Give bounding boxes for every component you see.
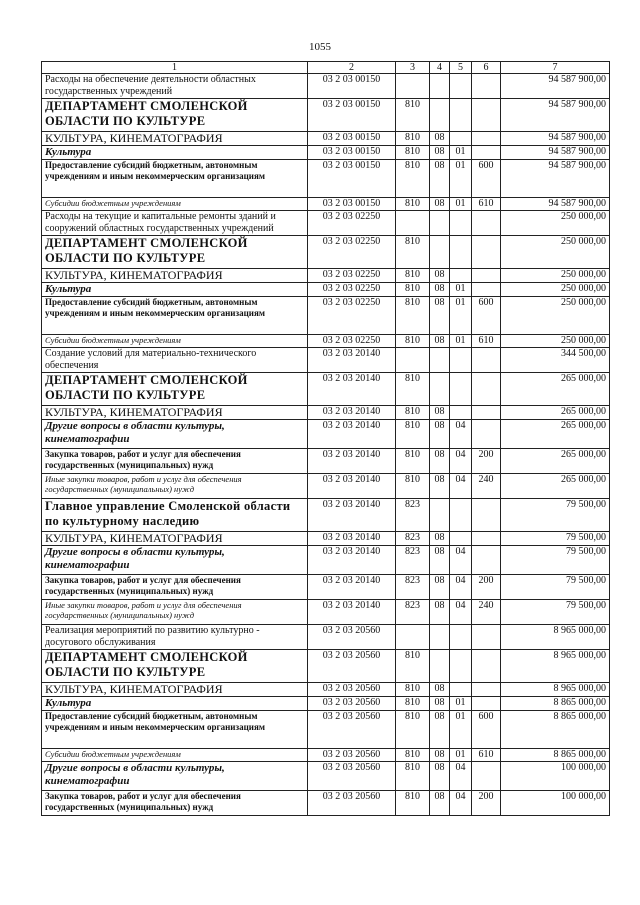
row-administrator: 810 bbox=[396, 335, 430, 348]
row-amount: 79 500,00 bbox=[501, 546, 610, 575]
row-name: КУЛЬТУРА, КИНЕМАТОГРАФИЯ bbox=[42, 269, 308, 283]
row-administrator: 810 bbox=[396, 269, 430, 283]
row-administrator: 810 bbox=[396, 420, 430, 449]
row-name: Закупка товаров, работ и услуг для обеспечения государственных (муниципальных) нужд bbox=[42, 449, 308, 474]
row-target-article: 03 2 03 20560 bbox=[308, 791, 396, 816]
row-expense-type bbox=[472, 625, 501, 650]
row-name: КУЛЬТУРА, КИНЕМАТОГРАФИЯ bbox=[42, 532, 308, 546]
row-subsection bbox=[450, 236, 472, 269]
row-amount: 265 000,00 bbox=[501, 406, 610, 420]
row-name: ДЕПАРТАМЕНТ СМОЛЕНСКОЙ ОБЛАСТИ ПО КУЛЬТУРЕ bbox=[42, 650, 308, 683]
table-row bbox=[42, 99, 610, 132]
table-row bbox=[42, 335, 610, 348]
row-amount: 250 000,00 bbox=[501, 211, 610, 236]
row-target-article: 03 2 03 20140 bbox=[308, 420, 396, 449]
row-administrator bbox=[396, 74, 430, 99]
budget-table bbox=[41, 61, 610, 816]
row-name: ДЕПАРТАМЕНТ СМОЛЕНСКОЙ ОБЛАСТИ ПО КУЛЬТУРЕ bbox=[42, 373, 308, 406]
row-expense-type: 610 bbox=[472, 335, 501, 348]
row-section: 08 bbox=[430, 600, 450, 625]
row-amount: 94 587 900,00 bbox=[501, 99, 610, 132]
col-header-target-article: 2 bbox=[308, 62, 396, 74]
row-administrator: 823 bbox=[396, 546, 430, 575]
row-target-article: 03 2 03 02250 bbox=[308, 297, 396, 335]
table-row bbox=[42, 600, 610, 625]
row-subsection bbox=[450, 132, 472, 146]
row-target-article: 03 2 03 20140 bbox=[308, 575, 396, 600]
row-administrator: 810 bbox=[396, 283, 430, 297]
row-subsection: 01 bbox=[450, 297, 472, 335]
row-name: Субсидии бюджетным учреждениям bbox=[42, 749, 308, 762]
col-header-expense-type: 6 bbox=[472, 62, 501, 74]
row-section bbox=[430, 625, 450, 650]
table-row bbox=[42, 532, 610, 546]
table-row bbox=[42, 269, 610, 283]
col-header-amount: 7 bbox=[501, 62, 610, 74]
row-target-article: 03 2 03 20140 bbox=[308, 406, 396, 420]
row-expense-type bbox=[472, 499, 501, 532]
col-header-administrator: 3 bbox=[396, 62, 430, 74]
row-name: КУЛЬТУРА, КИНЕМАТОГРАФИЯ bbox=[42, 683, 308, 697]
row-administrator: 823 bbox=[396, 575, 430, 600]
row-subsection: 04 bbox=[450, 474, 472, 499]
row-amount: 250 000,00 bbox=[501, 283, 610, 297]
row-section bbox=[430, 373, 450, 406]
row-section: 08 bbox=[430, 474, 450, 499]
row-name: Субсидии бюджетным учреждениям bbox=[42, 198, 308, 211]
row-name: Культура bbox=[42, 146, 308, 160]
row-name: Предоставление субсидий бюджетным, автономным учреждениям и иным некоммерческим организациям bbox=[42, 297, 308, 335]
row-subsection: 04 bbox=[450, 546, 472, 575]
row-amount: 79 500,00 bbox=[501, 499, 610, 532]
row-administrator: 810 bbox=[396, 99, 430, 132]
row-name: Предоставление субсидий бюджетным, автономным учреждениям и иным некоммерческим организациям bbox=[42, 160, 308, 198]
row-amount: 8 965 000,00 bbox=[501, 625, 610, 650]
row-administrator: 810 bbox=[396, 697, 430, 711]
row-section: 08 bbox=[430, 160, 450, 198]
row-section: 08 bbox=[430, 749, 450, 762]
row-expense-type bbox=[472, 283, 501, 297]
table-row bbox=[42, 791, 610, 816]
table-row bbox=[42, 406, 610, 420]
row-target-article: 03 2 03 20560 bbox=[308, 650, 396, 683]
row-expense-type bbox=[472, 532, 501, 546]
row-name: Другие вопросы в области культуры, кинематографии bbox=[42, 546, 308, 575]
row-target-article: 03 2 03 20560 bbox=[308, 711, 396, 749]
row-expense-type bbox=[472, 546, 501, 575]
row-expense-type bbox=[472, 697, 501, 711]
row-section: 08 bbox=[430, 406, 450, 420]
row-section bbox=[430, 236, 450, 269]
row-administrator: 810 bbox=[396, 762, 430, 791]
row-section: 08 bbox=[430, 683, 450, 697]
row-subsection: 04 bbox=[450, 600, 472, 625]
row-section: 08 bbox=[430, 532, 450, 546]
row-target-article: 03 2 03 02250 bbox=[308, 269, 396, 283]
row-subsection: 04 bbox=[450, 449, 472, 474]
row-name: Иные закупки товаров, работ и услуг для обеспечения государственных (муниципальных) нужд bbox=[42, 600, 308, 625]
row-administrator: 810 bbox=[396, 406, 430, 420]
row-expense-type: 200 bbox=[472, 791, 501, 816]
row-administrator bbox=[396, 211, 430, 236]
row-administrator: 810 bbox=[396, 683, 430, 697]
row-target-article: 03 2 03 00150 bbox=[308, 146, 396, 160]
row-subsection bbox=[450, 211, 472, 236]
row-subsection: 01 bbox=[450, 198, 472, 211]
row-expense-type bbox=[472, 132, 501, 146]
row-expense-type bbox=[472, 269, 501, 283]
table-row bbox=[42, 132, 610, 146]
table-row bbox=[42, 697, 610, 711]
row-expense-type: 600 bbox=[472, 160, 501, 198]
row-target-article: 03 2 03 20560 bbox=[308, 697, 396, 711]
row-name: Культура bbox=[42, 283, 308, 297]
row-target-article: 03 2 03 20140 bbox=[308, 373, 396, 406]
row-subsection bbox=[450, 373, 472, 406]
row-amount: 94 587 900,00 bbox=[501, 74, 610, 99]
row-target-article: 03 2 03 02250 bbox=[308, 236, 396, 269]
table-row bbox=[42, 499, 610, 532]
row-subsection: 01 bbox=[450, 711, 472, 749]
row-target-article: 03 2 03 00150 bbox=[308, 99, 396, 132]
row-section: 08 bbox=[430, 575, 450, 600]
row-target-article: 03 2 03 20140 bbox=[308, 546, 396, 575]
row-section: 08 bbox=[430, 146, 450, 160]
row-target-article: 03 2 03 00150 bbox=[308, 74, 396, 99]
row-target-article: 03 2 03 20560 bbox=[308, 683, 396, 697]
table-row bbox=[42, 348, 610, 373]
table-row bbox=[42, 160, 610, 198]
table-row bbox=[42, 625, 610, 650]
row-administrator: 810 bbox=[396, 236, 430, 269]
row-subsection bbox=[450, 406, 472, 420]
table-row bbox=[42, 749, 610, 762]
row-expense-type bbox=[472, 373, 501, 406]
row-administrator: 810 bbox=[396, 650, 430, 683]
row-subsection bbox=[450, 625, 472, 650]
row-administrator bbox=[396, 625, 430, 650]
row-target-article: 03 2 03 00150 bbox=[308, 160, 396, 198]
row-target-article: 03 2 03 20560 bbox=[308, 762, 396, 791]
table-row bbox=[42, 683, 610, 697]
table-row bbox=[42, 449, 610, 474]
row-expense-type bbox=[472, 762, 501, 791]
row-section: 08 bbox=[430, 132, 450, 146]
row-name: Субсидии бюджетным учреждениям bbox=[42, 335, 308, 348]
page-number: 1055 bbox=[309, 41, 331, 53]
table-row bbox=[42, 762, 610, 791]
row-amount: 8 965 000,00 bbox=[501, 683, 610, 697]
row-section: 08 bbox=[430, 269, 450, 283]
row-amount: 8 865 000,00 bbox=[501, 711, 610, 749]
row-administrator: 810 bbox=[396, 474, 430, 499]
row-subsection bbox=[450, 269, 472, 283]
row-expense-type bbox=[472, 236, 501, 269]
row-name: КУЛЬТУРА, КИНЕМАТОГРАФИЯ bbox=[42, 406, 308, 420]
row-administrator: 810 bbox=[396, 146, 430, 160]
row-subsection bbox=[450, 99, 472, 132]
row-subsection: 04 bbox=[450, 791, 472, 816]
row-expense-type bbox=[472, 211, 501, 236]
row-target-article: 03 2 03 02250 bbox=[308, 335, 396, 348]
row-section bbox=[430, 74, 450, 99]
row-amount: 94 587 900,00 bbox=[501, 146, 610, 160]
row-name: Расходы на текущие и капитальные ремонты зданий и сооружений областных государственных учреждений bbox=[42, 211, 308, 236]
row-amount: 100 000,00 bbox=[501, 762, 610, 791]
row-target-article: 03 2 03 20140 bbox=[308, 532, 396, 546]
table-row bbox=[42, 373, 610, 406]
row-target-article: 03 2 03 00150 bbox=[308, 198, 396, 211]
row-name: Закупка товаров, работ и услуг для обеспечения государственных (муниципальных) нужд bbox=[42, 791, 308, 816]
row-target-article: 03 2 03 20140 bbox=[308, 600, 396, 625]
row-amount: 265 000,00 bbox=[501, 449, 610, 474]
row-subsection: 04 bbox=[450, 420, 472, 449]
row-target-article: 03 2 03 20140 bbox=[308, 499, 396, 532]
row-amount: 8 865 000,00 bbox=[501, 749, 610, 762]
row-amount: 94 587 900,00 bbox=[501, 198, 610, 211]
row-expense-type bbox=[472, 420, 501, 449]
row-administrator: 810 bbox=[396, 373, 430, 406]
row-subsection bbox=[450, 532, 472, 546]
row-target-article: 03 2 03 02250 bbox=[308, 283, 396, 297]
row-section: 08 bbox=[430, 420, 450, 449]
row-amount: 265 000,00 bbox=[501, 474, 610, 499]
table-row bbox=[42, 546, 610, 575]
row-name: Закупка товаров, работ и услуг для обеспечения государственных (муниципальных) нужд bbox=[42, 575, 308, 600]
table-row bbox=[42, 575, 610, 600]
row-amount: 265 000,00 bbox=[501, 420, 610, 449]
row-subsection bbox=[450, 683, 472, 697]
row-administrator: 823 bbox=[396, 499, 430, 532]
row-name: Создание условий для материально-технического обеспечения bbox=[42, 348, 308, 373]
row-expense-type bbox=[472, 406, 501, 420]
row-name: Предоставление субсидий бюджетным, автономным учреждениям и иным некоммерческим организациям bbox=[42, 711, 308, 749]
row-administrator: 810 bbox=[396, 711, 430, 749]
header-row bbox=[42, 62, 610, 74]
table-row bbox=[42, 420, 610, 449]
row-amount: 250 000,00 bbox=[501, 269, 610, 283]
table-row bbox=[42, 297, 610, 335]
row-expense-type: 610 bbox=[472, 198, 501, 211]
row-expense-type bbox=[472, 650, 501, 683]
table-row bbox=[42, 711, 610, 749]
row-name: КУЛЬТУРА, КИНЕМАТОГРАФИЯ bbox=[42, 132, 308, 146]
row-name: ДЕПАРТАМЕНТ СМОЛЕНСКОЙ ОБЛАСТИ ПО КУЛЬТУРЕ bbox=[42, 99, 308, 132]
row-section: 08 bbox=[430, 297, 450, 335]
row-amount: 94 587 900,00 bbox=[501, 132, 610, 146]
row-section: 08 bbox=[430, 697, 450, 711]
row-name: Расходы на обеспечение деятельности областных государственных учреждений bbox=[42, 74, 308, 99]
row-subsection: 01 bbox=[450, 749, 472, 762]
row-target-article: 03 2 03 20560 bbox=[308, 625, 396, 650]
row-expense-type bbox=[472, 348, 501, 373]
row-amount: 8 865 000,00 bbox=[501, 697, 610, 711]
row-amount: 94 587 900,00 bbox=[501, 160, 610, 198]
row-subsection: 01 bbox=[450, 697, 472, 711]
row-section: 08 bbox=[430, 546, 450, 575]
row-amount: 100 000,00 bbox=[501, 791, 610, 816]
row-section bbox=[430, 99, 450, 132]
row-section: 08 bbox=[430, 283, 450, 297]
table-row bbox=[42, 74, 610, 99]
row-amount: 8 965 000,00 bbox=[501, 650, 610, 683]
table-row bbox=[42, 283, 610, 297]
row-amount: 250 000,00 bbox=[501, 335, 610, 348]
row-subsection: 01 bbox=[450, 283, 472, 297]
row-expense-type: 600 bbox=[472, 297, 501, 335]
row-target-article: 03 2 03 20560 bbox=[308, 749, 396, 762]
row-subsection: 04 bbox=[450, 575, 472, 600]
row-subsection bbox=[450, 650, 472, 683]
row-name: Иные закупки товаров, работ и услуг для обеспечения государственных (муниципальных) нужд bbox=[42, 474, 308, 499]
row-section: 08 bbox=[430, 762, 450, 791]
row-amount: 79 500,00 bbox=[501, 532, 610, 546]
row-expense-type: 200 bbox=[472, 449, 501, 474]
row-expense-type bbox=[472, 74, 501, 99]
row-section bbox=[430, 499, 450, 532]
row-section: 08 bbox=[430, 198, 450, 211]
row-name: Культура bbox=[42, 697, 308, 711]
row-name: Реализация мероприятий по развитию культурно - досугового обслуживания bbox=[42, 625, 308, 650]
row-expense-type bbox=[472, 146, 501, 160]
row-subsection bbox=[450, 74, 472, 99]
row-name: ДЕПАРТАМЕНТ СМОЛЕНСКОЙ ОБЛАСТИ ПО КУЛЬТУРЕ bbox=[42, 236, 308, 269]
row-target-article: 03 2 03 00150 bbox=[308, 132, 396, 146]
row-administrator: 823 bbox=[396, 532, 430, 546]
table-body bbox=[42, 74, 610, 816]
row-expense-type: 240 bbox=[472, 600, 501, 625]
row-administrator: 810 bbox=[396, 749, 430, 762]
row-expense-type bbox=[472, 683, 501, 697]
row-expense-type: 240 bbox=[472, 474, 501, 499]
row-subsection bbox=[450, 499, 472, 532]
row-amount: 79 500,00 bbox=[501, 575, 610, 600]
table-row bbox=[42, 146, 610, 160]
row-subsection bbox=[450, 348, 472, 373]
row-section bbox=[430, 211, 450, 236]
row-section: 08 bbox=[430, 449, 450, 474]
col-header-section: 4 bbox=[430, 62, 450, 74]
row-administrator: 810 bbox=[396, 297, 430, 335]
row-subsection: 01 bbox=[450, 160, 472, 198]
row-amount: 344 500,00 bbox=[501, 348, 610, 373]
table-row bbox=[42, 198, 610, 211]
row-expense-type: 610 bbox=[472, 749, 501, 762]
row-amount: 265 000,00 bbox=[501, 373, 610, 406]
row-amount: 250 000,00 bbox=[501, 297, 610, 335]
row-subsection: 01 bbox=[450, 146, 472, 160]
row-administrator: 810 bbox=[396, 160, 430, 198]
row-target-article: 03 2 03 20140 bbox=[308, 348, 396, 373]
row-name: Другие вопросы в области культуры, кинематографии bbox=[42, 762, 308, 791]
row-name: Главное управление Смоленской области по культурному наследию bbox=[42, 499, 308, 532]
row-administrator: 810 bbox=[396, 198, 430, 211]
row-administrator: 823 bbox=[396, 600, 430, 625]
row-target-article: 03 2 03 20140 bbox=[308, 474, 396, 499]
row-administrator: 810 bbox=[396, 449, 430, 474]
row-subsection: 04 bbox=[450, 762, 472, 791]
row-amount: 250 000,00 bbox=[501, 236, 610, 269]
table-row bbox=[42, 211, 610, 236]
row-section bbox=[430, 650, 450, 683]
row-section: 08 bbox=[430, 791, 450, 816]
row-administrator: 810 bbox=[396, 791, 430, 816]
row-section: 08 bbox=[430, 335, 450, 348]
col-header-subsection: 5 bbox=[450, 62, 472, 74]
row-expense-type: 600 bbox=[472, 711, 501, 749]
row-administrator bbox=[396, 348, 430, 373]
row-name: Другие вопросы в области культуры, кинематографии bbox=[42, 420, 308, 449]
row-administrator: 810 bbox=[396, 132, 430, 146]
row-subsection: 01 bbox=[450, 335, 472, 348]
row-target-article: 03 2 03 20140 bbox=[308, 449, 396, 474]
table-row bbox=[42, 650, 610, 683]
row-expense-type: 200 bbox=[472, 575, 501, 600]
table-row bbox=[42, 474, 610, 499]
row-amount: 79 500,00 bbox=[501, 600, 610, 625]
row-section bbox=[430, 348, 450, 373]
row-section: 08 bbox=[430, 711, 450, 749]
table-row bbox=[42, 236, 610, 269]
row-expense-type bbox=[472, 99, 501, 132]
col-header-name: 1 bbox=[42, 62, 308, 74]
row-target-article: 03 2 03 02250 bbox=[308, 211, 396, 236]
